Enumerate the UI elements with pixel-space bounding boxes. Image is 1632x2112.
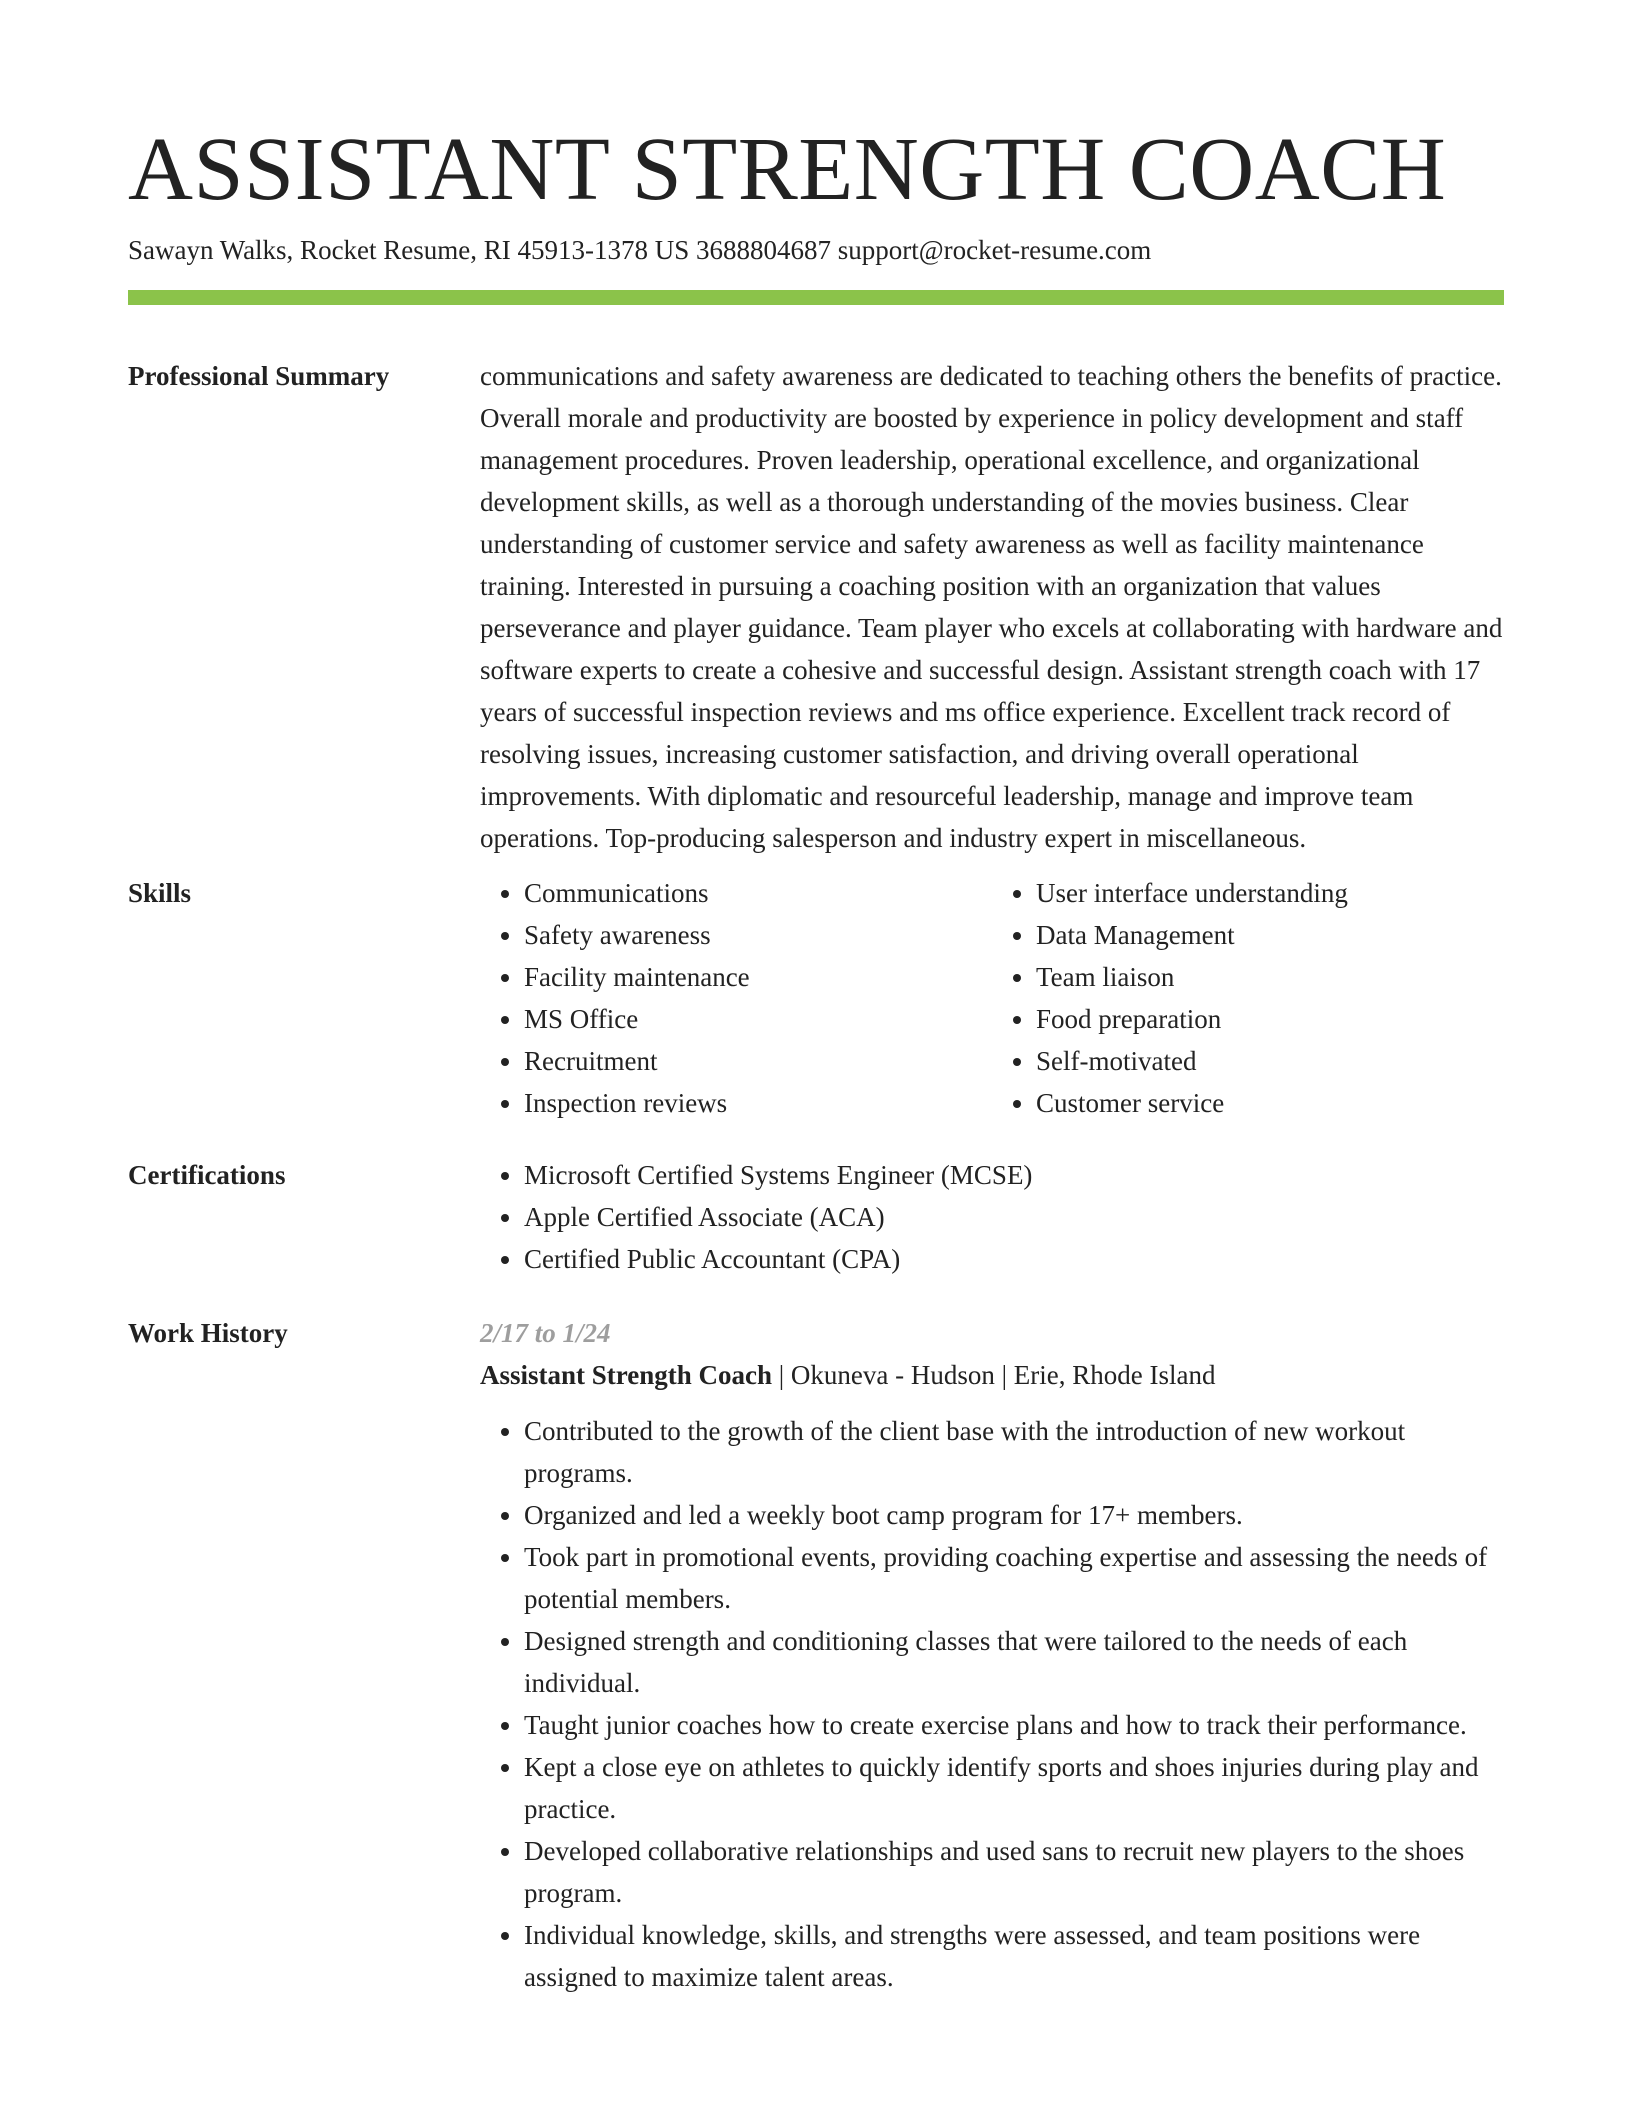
certification-item: • Apple Certified Associate (ACA) — [524, 1196, 1504, 1238]
certification-item: • Certified Public Accountant (CPA) — [524, 1238, 1504, 1280]
skill-item: • Data Management — [1036, 914, 1504, 956]
summary-section — [128, 355, 1504, 859]
summary-body — [480, 355, 1504, 859]
job-heading — [480, 1354, 1504, 1396]
job-details: | Okuneva - Hudson | Erie, Rhode Island — [772, 1360, 1216, 1390]
work-history-body — [480, 1312, 1504, 1998]
skill-item: • Inspection reviews — [524, 1082, 992, 1124]
skills-list-left — [480, 872, 992, 1124]
job-bullet: • Taught junior coaches how to create exercise plans and how to track their performance. — [524, 1704, 1504, 1746]
skills-body — [480, 872, 1504, 1124]
summary-text: communications and safety awareness are dedicated to teaching others the benefits of practice. Overall morale and productivity are boosted by experience in policy development and staff management procedures. Proven leadership, operational excellence, and organizational development skills, as well as a thorough understanding of the movies business. Clear understanding of customer service and safety awareness as well as facility maintenance training. Interested in pursuing a coaching position with an organization that values perseverance and player guidance. Team player who excels at collaborating with hardware and software experts to create a cohesive and successful design. Assistant strength coach with 17 years of successful inspection reviews and ms office experience. Excellent track record of resolving issues, increasing customer satisfaction, and driving overall operational improvements. With diplomatic and resourceful leadership, manage and improve team operations. Top-producing salesperson and industry expert in miscellaneous. — [480, 361, 1503, 853]
section-label-certifications: Certifications — [128, 1160, 286, 1190]
skill-item: • Safety awareness — [524, 914, 992, 956]
skills-list-right — [992, 872, 1504, 1124]
skill-item: • Communications — [524, 872, 992, 914]
skill-item: • Food preparation — [1036, 998, 1504, 1040]
certifications-body — [480, 1154, 1504, 1280]
certifications-list — [480, 1154, 1504, 1280]
skill-item: • Recruitment — [524, 1040, 992, 1082]
skill-item: • User interface understanding — [1036, 872, 1504, 914]
certifications-section — [128, 1154, 1504, 1280]
job-bullet: • Organized and led a weekly boot camp program for 17+ members. — [524, 1494, 1504, 1536]
job-bullet: • Kept a close eye on athletes to quickly identify sports and shoes injuries during play and practice. — [524, 1746, 1504, 1830]
contact-line: Sawayn Walks, Rocket Resume, RI 45913-1378 US 3688804687 support@rocket-resume.com — [128, 235, 1152, 265]
certification-item: • Microsoft Certified Systems Engineer (MCSE) — [524, 1154, 1504, 1196]
job-bullet: • Contributed to the growth of the client base with the introduction of new workout programs. — [524, 1410, 1504, 1494]
section-label-work-history: Work History — [128, 1318, 288, 1348]
skill-item: • Team liaison — [1036, 956, 1504, 998]
job-title: Assistant Strength Coach — [480, 1360, 773, 1390]
skill-item: • Self-motivated — [1036, 1040, 1504, 1082]
accent-divider — [128, 290, 1504, 305]
work-history-section — [128, 1312, 1504, 1998]
job-bullet: • Individual knowledge, skills, and strengths were assessed, and team positions were assigned to maximize talent areas. — [524, 1914, 1504, 1998]
job-dates: 2/17 to 1/24 — [480, 1318, 611, 1348]
skills-section — [128, 872, 1504, 1124]
job-bullet-list — [480, 1410, 1504, 1998]
resume-name: ASSISTANT STRENGTH COACH — [128, 120, 1447, 219]
skill-item: • MS Office — [524, 998, 992, 1040]
job-bullet: • Developed collaborative relationships and used sans to recruit new players to the shoes program. — [524, 1830, 1504, 1914]
section-label-summary: Professional Summary — [128, 361, 390, 391]
section-label-skills: Skills — [128, 878, 192, 908]
job-bullet: • Took part in promotional events, providing coaching expertise and assessing the needs of potential members. — [524, 1536, 1504, 1620]
job-bullet: • Designed strength and conditioning classes that were tailored to the needs of each individual. — [524, 1620, 1504, 1704]
skill-item: • Facility maintenance — [524, 956, 992, 998]
skill-item: • Customer service — [1036, 1082, 1504, 1124]
